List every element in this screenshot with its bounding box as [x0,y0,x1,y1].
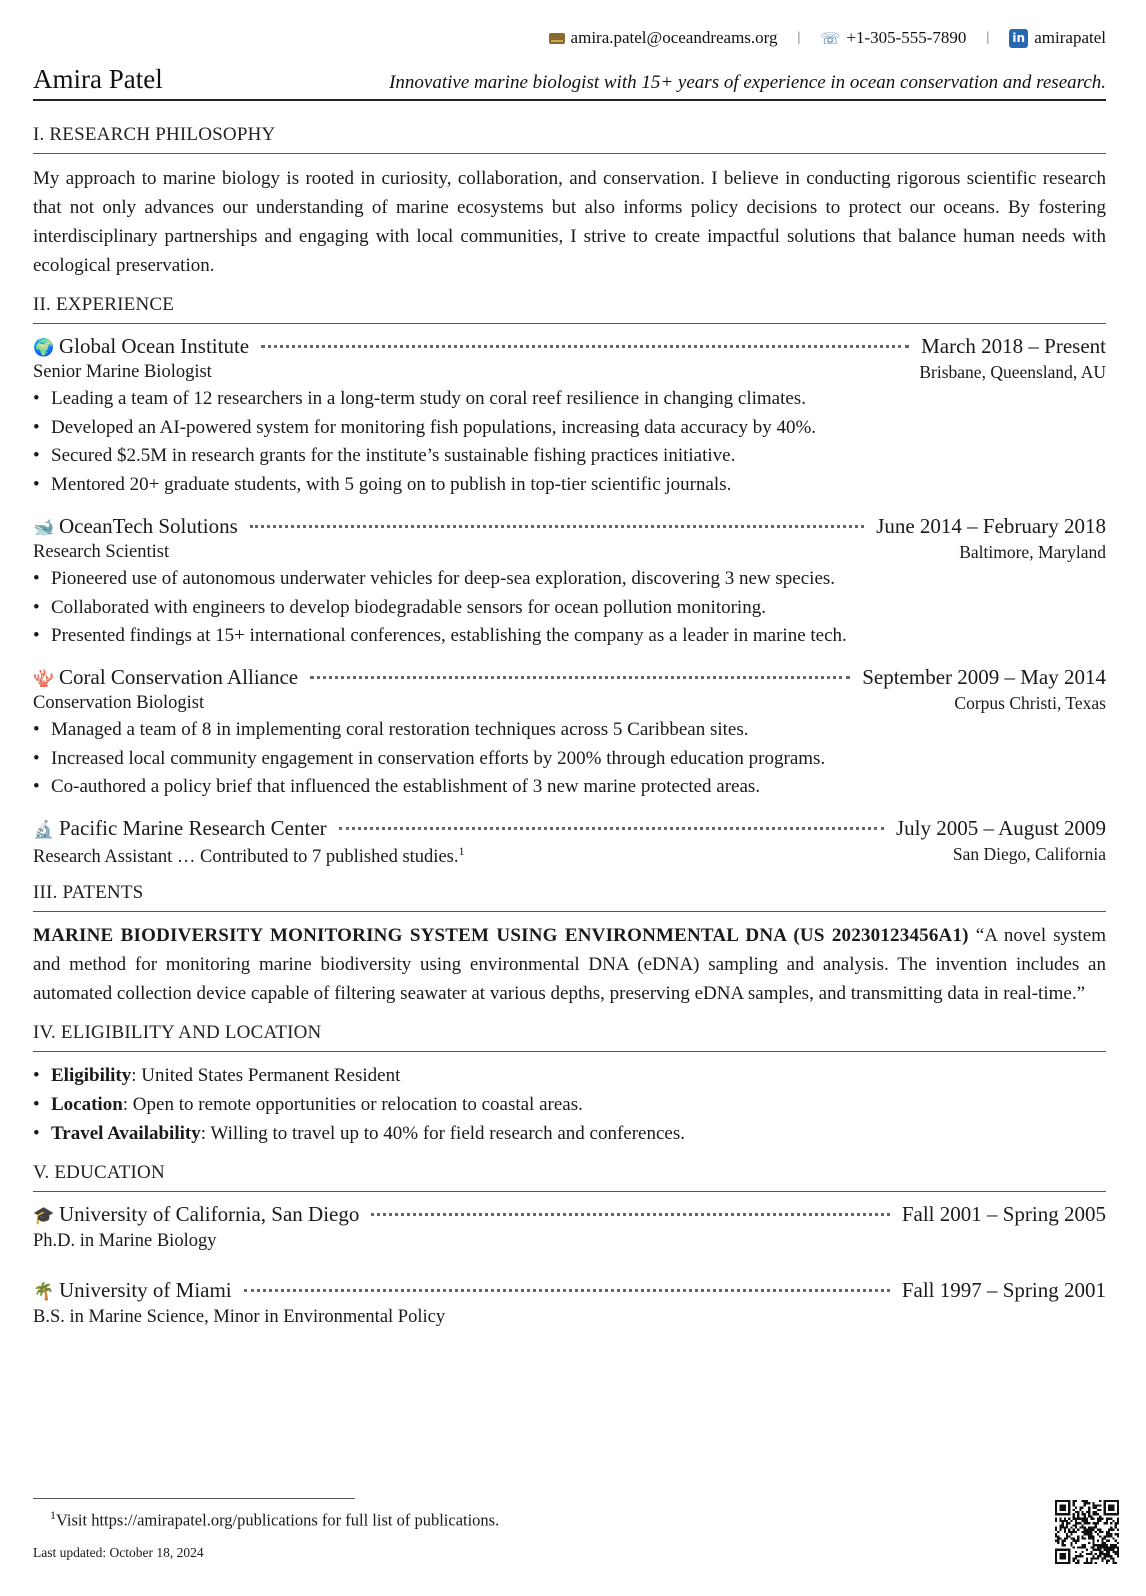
education-degree: Ph.D. in Marine Biology [33,1231,217,1252]
education-school: University of Miami [59,1278,232,1303]
education-list [33,1202,1106,1328]
job-role-line [33,542,169,563]
bullet-item: • Co-authored a policy brief that influenced the establishment of 3 new marine protected areas. [33,773,1106,802]
eligibility-value: : Willing to travel up to 40% for field research and conferences. [200,1122,685,1144]
bullet-item: • Leading a team of 12 researchers in a long-term study on coral reef resilience in changing climates. [33,385,1106,414]
tagline: Innovative marine biologist with 15+ years of experience in ocean conservation and research. [389,72,1106,93]
dot-leader [339,827,884,830]
education-degree: B.S. in Marine Science, Minor in Environmental Policy [33,1307,446,1328]
education-entry [33,1202,1106,1252]
footnote-text: Visit https://amirapatel.org/publications for full list of publications. [56,1510,500,1530]
education-section [33,1162,1106,1328]
last-updated: Last updated: October 18, 2024 [33,1545,204,1560]
section-title: IV. ELIGIBILITY AND LOCATION [33,1022,1106,1052]
section-title: II. EXPERIENCE [33,294,1106,324]
bullet-item: • Pioneered use of autonomous underwater vehicles for deep-sea exploration, discovering 3 new species. [33,565,1106,594]
job-subheader [33,693,1106,714]
phone-item[interactable] [820,28,966,48]
microscope-icon: 🔬 [33,820,55,841]
section-title: V. EDUCATION [33,1162,1106,1192]
education-org [33,1202,359,1227]
job-location: Brisbane, Queensland, AU [919,362,1106,382]
separator: | [797,30,801,45]
job-bullets [33,716,1106,802]
job-role: Research Scientist [33,541,170,562]
patents-section [33,882,1106,1008]
resume-content [33,124,1106,1354]
linkedin-text[interactable]: amirapatel [1034,28,1106,47]
bullet-item: • Developed an AI-powered system for monitoring fish populations, increasing data accuracy by 40%. [33,414,1106,443]
eligibility-label: Travel Availability [51,1122,201,1144]
job-subheader [33,844,1106,868]
job-dates: June 2014 – February 2018 [876,513,1106,538]
separator: | [986,30,990,45]
job-org [33,334,249,359]
bullet-item: • Presented findings at 15+ international conferences, establishing the company as a leader in marine tech. [33,622,1106,651]
job-role-note: … Contributed to 7 published studies. [176,847,459,868]
dot-leader [250,525,864,528]
bullet-item: • Mentored 20+ graduate students, with 5 going on to publish in top-tier scientific journals. [33,471,1106,500]
envelope-icon [549,33,565,44]
job-header [33,334,1106,359]
education-subheader [33,1307,1106,1328]
eligibility-section [33,1022,1106,1148]
dot-leader [310,676,850,679]
phone-text[interactable]: +1-305-555-7890 [846,28,967,47]
job-role: Senior Marine Biologist [33,362,212,382]
footnote-mark: 1 [458,844,465,859]
job-location: Baltimore, Maryland [959,541,1106,562]
education-entry [33,1278,1106,1328]
education-dates: Fall 1997 – Spring 2001 [901,1278,1106,1303]
eligibility-label: Location [51,1094,123,1115]
eligibility-label: Eligibility [51,1065,132,1087]
phone-icon: ☏ [820,28,841,48]
bullet-item: • Secured $2.5M in research grants for the institute’s sustainable fishing practices initiative. [33,442,1106,471]
footnote-divider [33,1498,355,1499]
job-org-name: Coral Conservation Alliance [59,664,299,689]
job-entry [33,665,1106,802]
job-subheader [33,542,1106,563]
job-header [33,665,1106,690]
job-role: Conservation Biologist [33,692,205,713]
job-org-name: OceanTech Solutions [59,513,238,538]
job-role-line [33,844,464,868]
dot-leader [371,1213,889,1216]
globe-icon: 🌍 [33,338,55,358]
eligibility-item [33,1062,1106,1091]
eligibility-item [33,1091,1106,1120]
graduation-cap-icon: 🎓 [33,1206,55,1227]
job-list [33,334,1106,868]
education-header [33,1202,1106,1227]
philosophy-text: My approach to marine biology is rooted in curiosity, collaboration, and conservation. I believe in conducting rigorous scientific research that not only advances our understanding of marine ecosystems but also informs policy decisions to protect our oceans. By fostering interdisciplinary partnerships and engaging with local communities, I strive to create impactful solutions that balance human needs with ecological preservation. [33,168,1106,276]
job-dates: March 2018 – Present [921,334,1106,358]
footnote [50,1508,499,1531]
job-entry [33,816,1106,868]
eligibility-value: : Open to remote opportunities or relocation to coastal areas. [122,1094,583,1115]
email-text[interactable]: amira.patel@oceandreams.org [570,28,778,47]
job-role-line [33,362,212,383]
job-org-name: Global Ocean Institute [59,334,250,358]
job-dates: July 2005 – August 2009 [895,816,1106,841]
job-location: Corpus Christi, Texas [954,692,1106,713]
coral-icon: 🪸 [33,668,55,689]
education-school: University of California, San Diego [59,1202,360,1227]
job-entry [33,514,1106,651]
header [33,64,1106,101]
job-header [33,514,1106,539]
linkedin-item[interactable] [1009,28,1106,48]
job-role-line [33,693,204,714]
job-org [33,816,327,841]
job-entry [33,334,1106,500]
email-item[interactable] [549,28,778,48]
eligibility-list [33,1062,1106,1148]
patent-entry [33,922,1106,1008]
job-bullets [33,385,1106,500]
qr-code-icon[interactable] [1055,1500,1119,1564]
dot-leader [244,1289,890,1292]
footnote-mark: 1 [50,1508,56,1522]
education-dates: Fall 2001 – Spring 2005 [901,1202,1106,1227]
job-location: San Diego, California [952,844,1106,865]
palm-tree-icon: 🌴 [33,1282,55,1303]
job-org-name: Pacific Marine Research Center [59,816,327,841]
job-header [33,816,1106,841]
education-subheader [33,1231,1106,1252]
job-bullets [33,565,1106,651]
dot-leader [261,345,909,348]
section-title: I. RESEARCH PHILOSOPHY [33,124,1106,154]
philosophy-section [33,124,1106,280]
eligibility-value: : United States Permanent Resident [131,1065,401,1087]
bullet-item: • Collaborated with engineers to develop biodegradable sensors for ocean pollution monitoring. [33,594,1106,623]
linkedin-icon: in [1009,29,1028,48]
person-name: Amira Patel [33,64,163,94]
education-header [33,1278,1106,1303]
job-dates: September 2009 – May 2014 [862,664,1106,689]
eligibility-item [33,1120,1106,1149]
job-org [33,665,298,690]
section-title: III. PATENTS [33,882,1106,912]
job-role: Research Assistant [33,847,173,868]
job-org [33,514,238,539]
patent-heading: MARINE BIODIVERSITY MONITORING SYSTEM USING ENVIRONMENTAL DNA (US 20230123456A1) [33,925,969,947]
education-org [33,1278,232,1303]
contact-bar [549,28,1106,48]
experience-section [33,294,1106,868]
bullet-item: • Increased local community engagement in conservation efforts by 200% through education programs. [33,745,1106,774]
job-subheader [33,362,1106,383]
bullet-item: • Managed a team of 8 in implementing coral restoration techniques across 5 Caribbean sites. [33,716,1106,745]
whale-icon: 🐋 [33,517,55,538]
patent-text: “A novel system and method for monitoring marine biodiversity using environmental DNA (eDNA) sampling and analysis. The invention includes an automated collection device capable of filtering seawater at various depths, preserving eDNA samples, and transmitting data in real-time.” [33,925,1106,1004]
